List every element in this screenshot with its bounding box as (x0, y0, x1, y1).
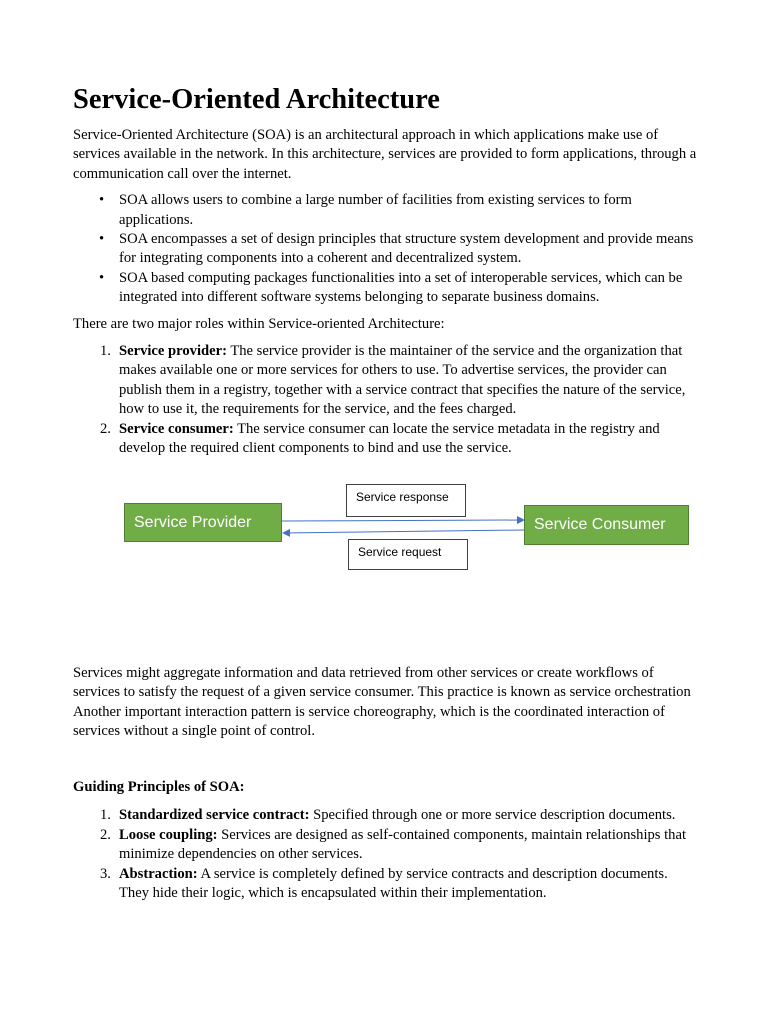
intro-paragraph: Service-Oriented Architecture (SOA) is an architectural approach in which applications make use of services available in the network. In this architecture, services are provided to form applications, through a communication call over the internet. (73, 127, 697, 182)
page-title: Service-Oriented Architecture (73, 84, 440, 115)
guiding-principles-section (73, 778, 698, 903)
list-item (100, 806, 698, 825)
list-item (99, 191, 698, 230)
list-item (99, 269, 698, 308)
list-number: 2. (100, 420, 111, 437)
service-consumer-box (524, 505, 689, 545)
principles-list (73, 806, 698, 903)
service-response-box (346, 484, 466, 517)
soa-diagram (120, 482, 695, 577)
request-arrow (283, 530, 524, 533)
service-provider-label: Service Provider (134, 513, 252, 531)
bullet-icon: • (99, 231, 105, 248)
principles-heading: Guiding Principles of SOA: (73, 779, 245, 795)
service-consumer-label: Service Consumer (534, 516, 666, 533)
role-text: The service provider is the maintainer of the service and the organization that makes available one or more services for others to use. To advertise services, the provider can publish them in a registry, together with a service contract that specifies the nature of the service, how to use it, the requirements for the service, and the fees charged. (119, 343, 686, 418)
list-item (100, 420, 698, 459)
role-text: The service consumer can locate the service metadata in the registry and develop the required client components to bind and use the service. (119, 420, 660, 457)
document-body (73, 82, 698, 459)
principle-term: Abstraction: (119, 865, 198, 882)
service-request-box (348, 539, 468, 570)
bullet-text: SOA allows users to combine a large number of facilities from existing services to form applications. (119, 192, 632, 228)
list-item (99, 230, 698, 269)
principle-text: Specified through one or more service description documents. (309, 807, 676, 824)
list-item (100, 342, 698, 420)
list-number: 1. (100, 807, 111, 824)
principle-term: Loose coupling: (119, 826, 218, 843)
orchestration-paragraph: Services might aggregate information and data retrieved from other services or create workflows of services to satisfy the request of a given service consumer. This practice is known as service orchestration Another important interaction pattern is service choreography, which is the coordinated interaction of services without a single point of control. (73, 665, 691, 740)
list-number: 1. (100, 343, 111, 360)
list-item (100, 865, 698, 904)
roles-list (73, 342, 698, 458)
bullet-text: SOA based computing packages functionalities into a set of interoperable services, which can be integrated into different software systems belonging to separate business domains. (119, 269, 683, 306)
bullet-icon: • (99, 269, 105, 286)
service-request-label: Service request (358, 545, 442, 559)
principle-text: A service is completely defined by service contracts and description documents. They hide their logic, which is encapsulated within their implementation. (119, 865, 668, 902)
roles-intro: There are two major roles within Service-oriented Architecture: (73, 315, 445, 332)
service-response-label: Service response (356, 490, 449, 504)
list-number: 2. (100, 826, 111, 843)
soa-bullet-list (73, 191, 698, 307)
role-term: Service provider: (119, 343, 227, 360)
list-number: 3. (100, 865, 111, 882)
response-arrow (282, 520, 524, 521)
principle-text: Services are designed as self-contained components, maintain relationships that minimize dependencies on other services. (119, 826, 687, 863)
role-term: Service consumer: (119, 420, 234, 437)
service-provider-box (124, 503, 282, 542)
bullet-text: SOA encompasses a set of design principles that structure system development and provide means for integrating components into a coherent and decentralized system. (119, 231, 694, 267)
bullet-icon: • (99, 192, 105, 209)
principle-term: Standardized service contract: (119, 807, 310, 824)
list-item (100, 826, 698, 865)
